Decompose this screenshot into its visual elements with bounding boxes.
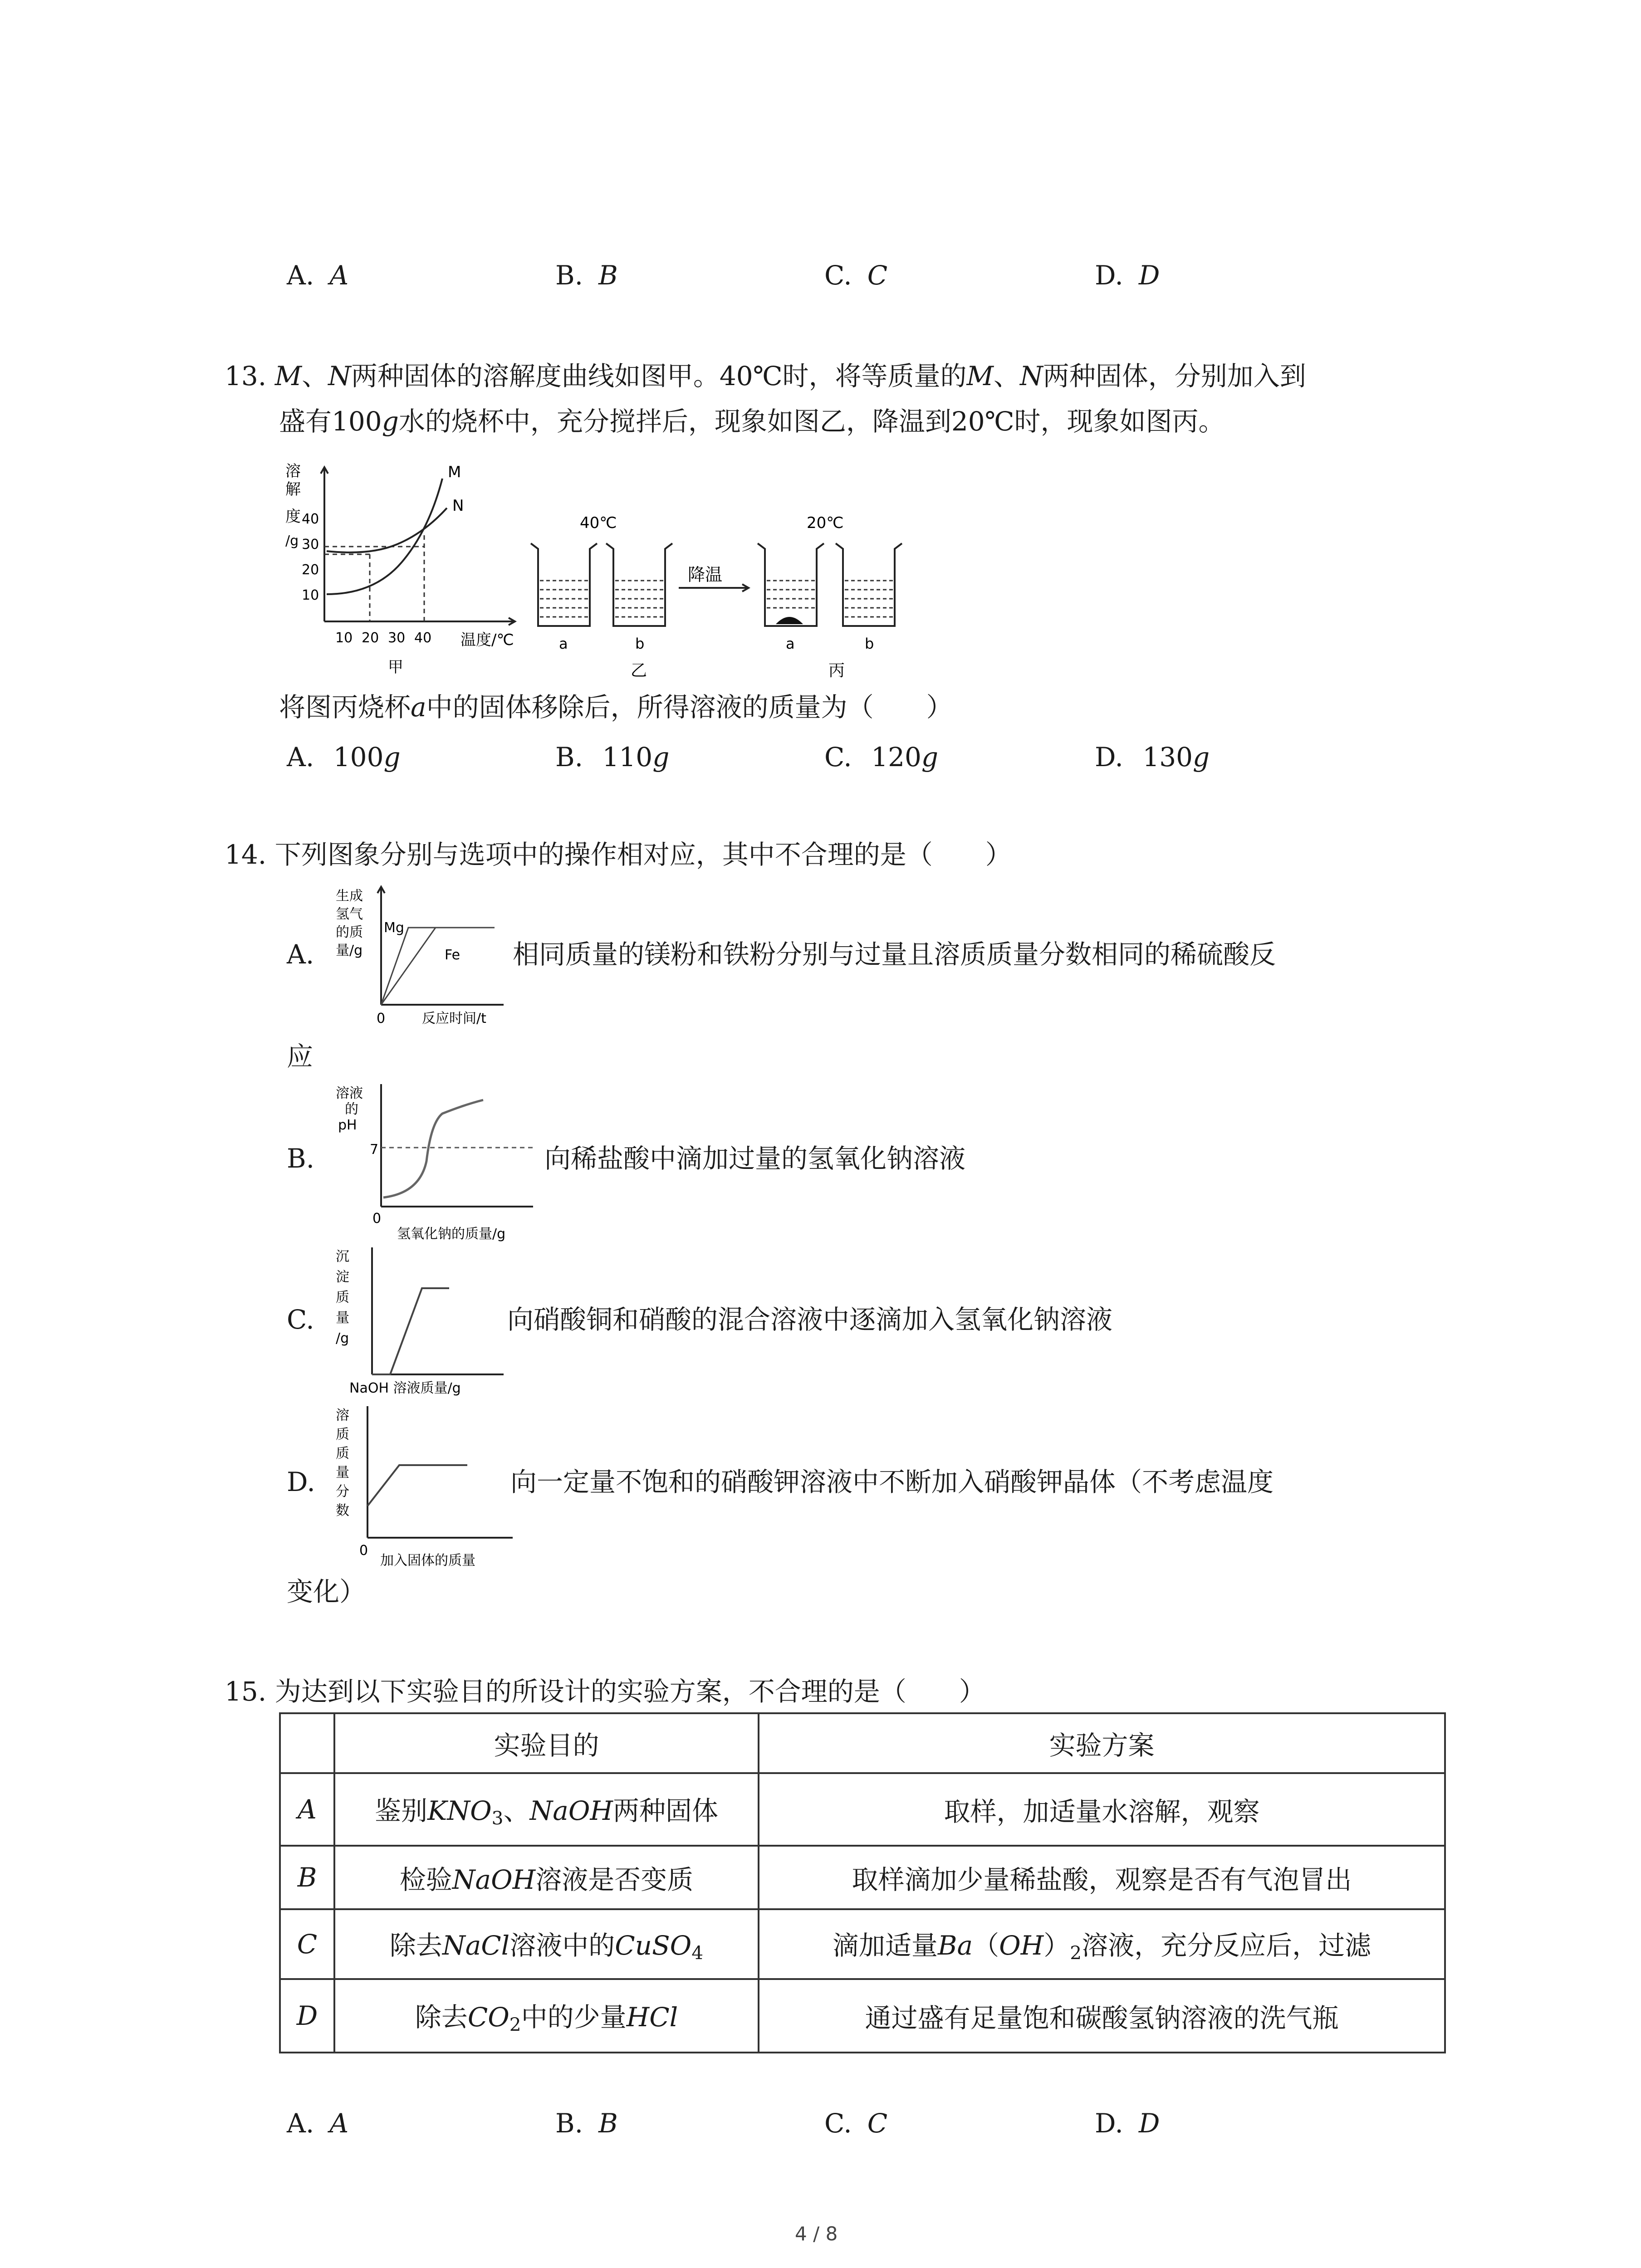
svg-text:的质: 的质: [336, 924, 363, 940]
beaker-label-a1: a: [559, 635, 568, 652]
q15-option-b: B. B: [555, 2108, 618, 2139]
svg-text:7: 7: [370, 1142, 379, 1158]
svg-text:NaOH 溶液质量/g: NaOH 溶液质量/g: [349, 1380, 461, 1396]
graph-ytick-30: 30: [302, 537, 319, 552]
fe-line: [381, 928, 495, 1005]
q15-stem: 15. 为达到以下实验目的所设计的实验方案，不合理的是（ ）: [225, 1676, 985, 1707]
q15-experiment-table: [279, 1712, 1446, 2053]
svg-text:0: 0: [377, 1011, 386, 1026]
graph-ylabel-4: /g: [285, 533, 299, 549]
q13-option-a: A. 100g: [287, 742, 401, 772]
precipitate-solid: [776, 617, 803, 624]
beaker-temp-20: 20℃: [807, 514, 844, 532]
svg-text:量: 量: [336, 1465, 349, 1481]
q14-b-graph: [333, 1080, 542, 1247]
q14-stem: 14. 下列图象分别与选项中的操作相对应，其中不合理的是（ ）: [225, 839, 1012, 870]
beaker-label-a2: a: [786, 635, 795, 652]
svg-text:Mg: Mg: [384, 920, 404, 936]
table-row: B 检验NaOH溶液是否变质 取样滴加少量稀盐酸，观察是否有气泡冒出: [280, 1846, 1445, 1909]
table-header-row: [280, 1713, 1445, 1773]
graph-xtick-40: 40: [414, 630, 432, 646]
table-row: D 除去$CO_2$中的少量HCl 通过盛有足量饱和碳酸氢钠溶液的洗气瓶: [280, 1979, 1445, 2053]
svg-text:/g: /g: [336, 1330, 349, 1346]
beaker-label-b1: b: [635, 635, 645, 652]
q15-option-d: D. D: [1095, 2108, 1160, 2139]
svg-text:淀: 淀: [336, 1269, 349, 1285]
q14-a-text-cont: 应: [287, 1041, 314, 1072]
q14-d-letter: D.: [287, 1466, 315, 1497]
header-letter: [280, 1713, 334, 1773]
q14-b-text: 向稀盐酸中滴加过量的氢氧化钠溶液: [544, 1143, 966, 1174]
svg-text:沉: 沉: [336, 1249, 349, 1265]
svg-text:量/g: 量/g: [336, 943, 363, 958]
q15-option-a: A. A: [287, 2108, 349, 2139]
arrow-label-cool: 降温: [688, 565, 723, 585]
q13-question: 将图丙烧杯a中的固体移除后，所得溶液的质量为（ ）: [279, 692, 953, 723]
svg-text:0: 0: [372, 1211, 382, 1227]
graph-ylabel-2: 解: [285, 480, 301, 499]
table-row: A 鉴别$KNO_3$、NaOH两种固体 取样，加适量水溶解，观察: [280, 1773, 1445, 1846]
beaker-temp-40: 40℃: [580, 514, 617, 532]
table-row: C 除去NaCl溶液中的CuSO$_4$ 滴加适量$Ba(OH)_2$溶液，充分反应后，过滤: [280, 1909, 1445, 1979]
q13-option-b: B. 110g: [555, 742, 670, 772]
caption-yi: 乙: [631, 661, 647, 680]
svg-text:的: 的: [345, 1101, 358, 1117]
graph-xlabel: 温度/℃: [460, 631, 514, 649]
q13-option-d: D. 130g: [1095, 742, 1210, 772]
graph-xtick-30: 30: [388, 630, 406, 646]
mg-line: [381, 928, 495, 1005]
q14-d-text: 向一定量不饱和的硝酸钾溶液中不断加入硝酸钾晶体（不考虑温度: [510, 1466, 1274, 1497]
svg-text:氢气: 氢气: [336, 906, 363, 922]
q12-option-b: B. B: [555, 260, 618, 291]
q12-option-c: C. C: [824, 260, 888, 291]
q14-b-letter: B.: [287, 1143, 315, 1174]
svg-text:质: 质: [336, 1427, 349, 1442]
graph-ytick-20: 20: [302, 562, 319, 578]
q14-c-graph: [331, 1243, 513, 1406]
q14-d-graph: [331, 1402, 522, 1574]
svg-text:氢氧化钠的质量/g: 氢氧化钠的质量/g: [397, 1226, 506, 1242]
precipitate-line: [372, 1288, 449, 1374]
page-number: 4 / 8: [795, 2223, 838, 2245]
curve-m: [327, 479, 442, 594]
header-plan: 实验方案: [759, 1713, 1445, 1773]
q13-line1: 13. M、N两种固体的溶解度曲线如图甲。40℃时，将等质量的M、N两种固体，分别加入到: [225, 361, 1306, 391]
mass-fraction-line: [367, 1465, 467, 1506]
graph-caption-jia: 甲: [388, 658, 403, 676]
q13-solubility-graph: [279, 458, 533, 685]
q14-a-letter: A.: [287, 939, 314, 970]
svg-text:溶: 溶: [336, 1408, 349, 1423]
q14-a-text: 相同质量的镁粉和铁粉分别与过量且溶质质量分数相同的稀硫酸反: [513, 939, 1276, 970]
graph-label-m: M: [448, 463, 461, 481]
graph-ylabel-1: 溶: [285, 462, 301, 480]
q12-option-a: A. A: [287, 260, 349, 291]
caption-bing: 丙: [828, 661, 845, 680]
q13-beaker-figure: [522, 508, 916, 689]
ph-curve: [383, 1100, 483, 1198]
svg-text:量: 量: [336, 1310, 349, 1326]
svg-text:生成: 生成: [336, 888, 363, 904]
svg-text:加入固体的质量: 加入固体的质量: [380, 1553, 475, 1569]
q13-line2: 盛有100g水的烧杯中，充分搅拌后，现象如图乙，降温到20℃时，现象如图丙。: [279, 406, 1225, 437]
q14-d-text-cont: 变化）: [287, 1576, 366, 1607]
svg-text:数: 数: [336, 1503, 349, 1519]
svg-text:Fe: Fe: [445, 947, 460, 963]
svg-text:质: 质: [336, 1446, 349, 1461]
q14-c-letter: C.: [287, 1304, 314, 1335]
q14-c-text: 向硝酸铜和硝酸的混合溶液中逐滴加入氢氧化钠溶液: [507, 1304, 1113, 1335]
header-purpose: 实验目的: [334, 1713, 759, 1773]
q14-a-graph: [331, 882, 513, 1032]
beaker-label-b2: b: [865, 635, 874, 652]
svg-text:0: 0: [359, 1543, 368, 1559]
graph-label-n: N: [452, 497, 464, 515]
graph-xtick-10: 10: [335, 630, 353, 646]
graph-ytick-10: 10: [302, 587, 319, 603]
q15-option-c: C. C: [824, 2108, 888, 2139]
q12-option-d: D. D: [1095, 260, 1160, 291]
svg-text:分: 分: [336, 1484, 349, 1500]
svg-text:反应时间/t: 反应时间/t: [422, 1011, 486, 1026]
svg-text:pH: pH: [338, 1117, 357, 1133]
q13-option-c: C. 120g: [824, 742, 939, 772]
graph-ylabel-3: 度: [285, 508, 301, 526]
svg-text:溶液: 溶液: [336, 1085, 363, 1101]
svg-text:质: 质: [336, 1290, 349, 1305]
graph-ytick-40: 40: [302, 511, 319, 527]
curve-n: [327, 508, 447, 552]
graph-xtick-20: 20: [362, 630, 379, 646]
